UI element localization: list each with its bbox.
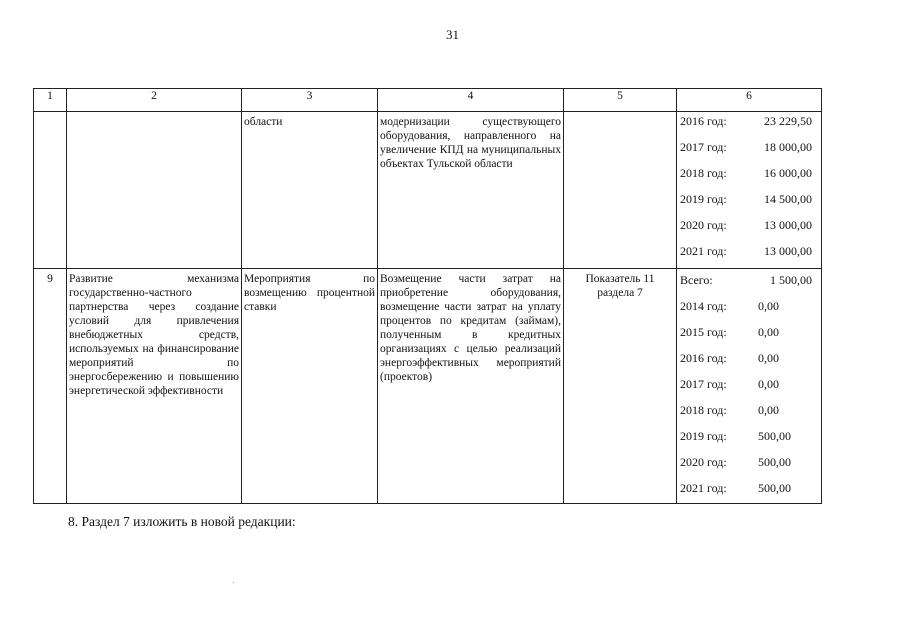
cell-number <box>34 112 67 269</box>
cell-task <box>67 112 242 269</box>
cell-description: Возмещение части затрат на приобретение оборудования, возмещение части затрат на уплату процентов по кредитам (займам), полученным в кредитных организациях с целью реализаций энергоэффективных мероприятий (проектов) <box>378 269 564 504</box>
header-cell: 5 <box>564 89 677 112</box>
header-cell: 6 <box>677 89 822 112</box>
cell-indicator: Показатель 11 раздела 7 <box>564 269 677 504</box>
table-row-9 <box>34 269 822 504</box>
table-row-continued <box>34 112 822 269</box>
funding-line: Всего: 1 500,00 <box>680 273 812 287</box>
scan-speck <box>233 582 234 583</box>
funding-line: 2017 год: 0,00 <box>680 377 779 391</box>
table-header-row <box>34 89 822 112</box>
funding-line: 2014 год: 0,00 <box>680 299 779 313</box>
cell-task: Развитие механизма государственно-частного партнерства через создание условий для привлечения внебюджетных средств, используемых на финансирование мероприятий по энергосбережению и повышению энергетической эффективности <box>67 269 242 504</box>
funding-line: 2019 год: 14 500,00 <box>680 192 812 206</box>
funding-line: 2019 год: 500,00 <box>680 429 791 443</box>
cell-number: 9 <box>34 269 67 504</box>
funding-line: 2020 год: 13 000,00 <box>680 218 812 232</box>
section-instruction: 8. Раздел 7 изложить в новой редакции: <box>68 514 296 529</box>
cell-funding <box>677 269 822 504</box>
cell-measure: области <box>242 112 378 269</box>
program-table <box>33 88 822 504</box>
funding-line: 2018 год: 16 000,00 <box>680 166 812 180</box>
funding-line: 2020 год: 500,00 <box>680 455 791 469</box>
funding-line: 2017 год: 18 000,00 <box>680 140 812 154</box>
cell-indicator <box>564 112 677 269</box>
funding-line: 2018 год: 0,00 <box>680 403 779 417</box>
page-number: 31 <box>446 27 459 42</box>
funding-line: 2021 год: 500,00 <box>680 481 791 495</box>
funding-line: 2021 год: 13 000,00 <box>680 244 812 258</box>
header-cell: 1 <box>34 89 67 112</box>
funding-line: 2015 год: 0,00 <box>680 325 779 339</box>
funding-line: 2016 год: 23 229,50 <box>680 114 812 128</box>
header-cell: 3 <box>242 89 378 112</box>
funding-line: 2016 год: 0,00 <box>680 351 779 365</box>
cell-measure: Мероприятия по возмещению процентной ставки <box>242 269 378 504</box>
cell-description: модернизации существующего оборудования, направленного на увеличение КПД на муниципальных объектах Тульской области <box>378 112 564 269</box>
header-cell: 2 <box>67 89 242 112</box>
cell-funding <box>677 112 822 269</box>
header-cell: 4 <box>378 89 564 112</box>
